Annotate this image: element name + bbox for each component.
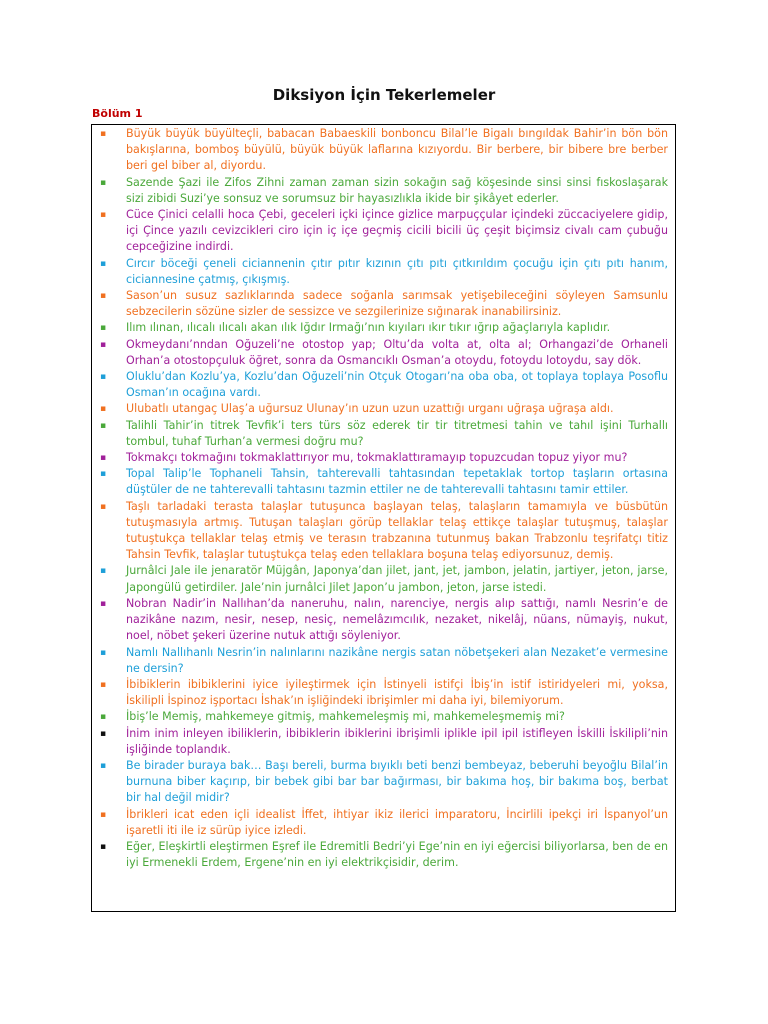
bullet-icon: ▪	[100, 404, 107, 415]
tongue-twister-text: Tokmakçı tokmağını tokmaklattırıyor mu, tokmaklattıramayıp topuzcudan topuz yiyor mu?	[126, 451, 628, 465]
tongue-twister-text: İnim inim inleyen ibiliklerin, ibibiklerin ibiklerini ibrişimli iplikle ipil ipil istifleyen İskilli İskilipli’nin işliğinde toplandık.	[126, 726, 668, 756]
bullet-icon: ▪	[100, 598, 107, 609]
list-item	[98, 337, 668, 369]
bullet-icon: ▪	[100, 453, 107, 464]
tongue-twister-list	[92, 125, 675, 871]
list-item	[98, 466, 668, 498]
list-item	[98, 450, 668, 466]
list-item	[98, 677, 668, 709]
bullet-icon: ▪	[100, 420, 107, 431]
tongue-twister-text: İbiş’le Memiş, mahkemeye gitmiş, mahkemeleşmiş mi, mahkemeleşmemiş mi?	[126, 710, 565, 724]
bullet-icon: ▪	[100, 129, 107, 139]
tongue-twister-text: Cüce Çinici celalli hoca Çebi, geceleri içki içince gizlice marpuççular içindeki züccaciyelere gidip, içi Çince yazılı cevizcikleri ciro için iç içe geçmiş cicili bicili üç çeşit biçimsiz civalı cam çubuğu cepceğizine indirdi.	[126, 208, 668, 254]
tongue-twister-text: Eğer, Eleşkirtli eleştirmen Eşref ile Edremitli Bedri’yi Ege’nin en iyi eğercisi biliyorlarsa, ben de en iyi Ermenekli Erdem, Ergene’nin en iyi elektrikçisidir, derim.	[126, 839, 668, 870]
bullet-icon: ▪	[100, 679, 107, 690]
tongue-twister-text: Namlı Nallıhanlı Nesrin’in nalınlarını nazikâne nergis satan nöbetşekeri alan Nezaket’e vermesine ne dersin?	[126, 645, 668, 675]
bullet-icon: ▪	[100, 339, 107, 350]
tongue-twister-text: Ilım ılınan, ılıcalı ılıcalı akan ılık Iğdır Irmağı’nın kıyıları ıkır tıkır ığrıp ağaçlarıyla kaplıdır.	[126, 321, 611, 335]
bullet-icon: ▪	[100, 566, 107, 577]
page-title: Diksiyon İçin Tekerlemeler	[272, 86, 496, 104]
list-item	[98, 563, 668, 595]
section-heading: Bölüm 1	[92, 107, 143, 120]
bullet-icon: ▪	[100, 210, 107, 221]
tongue-twister-text: Sazende Şazi ile Zifos Zihni zaman zaman sizin sokağın sağ köşesinde sinsi sinsi fıskoslaşarak sizi zibidi Suzi’ye sonsuz ve sorumsuz bir hayasızlıkla ikide bir şikâyet ederler.	[126, 175, 668, 205]
tongue-twister-text: Be birader buraya bak… Başı bereli, burma bıyıklı beti benzi bembeyaz, beberuhi beyoğlu Bilal’in burnuna biber kaçırıp, bir bebek gibi bar bar bağırması, bir bakıma hoş, bir bakıma boş, berbat bir hal değil midir?	[126, 758, 668, 805]
list-item	[98, 499, 668, 564]
list-item	[98, 288, 668, 320]
tongue-twister-text: Nobran Nadir’in Nallıhan’da naneruhu, nalın, narenciye, nergis alıp sattığı, namlı Nesrin’e de nazikâne nazım, nesir, nesep, nesiç, nemelâzımcılık, nezaket, nikelâj, nüans, nümayiş, nukut, noel, nöbet şekeri üzerine nutuk attığı söyleniyor.	[126, 596, 668, 643]
bullet-icon: ▪	[100, 323, 107, 334]
list-item	[98, 645, 668, 677]
bullet-icon: ▪	[100, 469, 107, 480]
tongue-twister-box	[91, 124, 676, 912]
tongue-twister-text: Cırcır böceği çeneli ciciannenin çıtır pıtır kızının çıtı pıtı çıtkırıldım çocuğu için çıtı pıtı hanım, ciciannesine çatmış, çıkışmış.	[126, 256, 668, 286]
bullet-icon: ▪	[100, 291, 107, 302]
tongue-twister-text: Ulubatlı utangaç Ulaş’a uğursuz Ulunay’ın uzun uzun uzattığı urganı uğraşa uğraşa aldı.	[126, 402, 614, 416]
tongue-twister-text: Oluklu’dan Kozlu’ya, Kozlu’dan Oğuzeli’nin Otçuk Otogarı’na oba oba, ot toplaya toplaya Posoflu Osman’ın ocağına vardı.	[126, 370, 668, 400]
list-item	[98, 175, 668, 207]
bullet-icon: ▪	[100, 841, 107, 852]
list-item	[98, 726, 668, 758]
bullet-icon: ▪	[100, 177, 107, 188]
tongue-twister-text: İbibiklerin ibibiklerini iyice iyileştirmek için İstinyeli istifçi İbiş’in istif istiridyeleri mi, yoksa, İskilipli İspinoz işportacı İshak’ın işliğindeki ibrişimler mi daha iyi, bilemiyorum.	[126, 677, 668, 708]
list-item	[98, 401, 668, 417]
tongue-twister-text: Jurnâlci Jale ile jenaratör Müjgân, Japonya’dan jilet, jant, jet, jambon, jelatin, jartiyer, jeton, jarse, Japongülü getirdiler. Jale’nin jurnâlci Jilet Japon’u jambon, jeton, jarse istedi.	[126, 564, 668, 594]
bullet-icon: ▪	[100, 712, 107, 723]
list-item	[98, 320, 668, 336]
list-item	[98, 256, 668, 288]
list-item	[98, 207, 668, 256]
bullet-icon: ▪	[100, 760, 107, 771]
bullet-icon: ▪	[100, 809, 107, 820]
list-item	[98, 758, 668, 807]
bullet-icon: ▪	[100, 372, 107, 383]
tongue-twister-text: Talihli Tahir’in titrek Tevfik’i ters türs söz ederek tir tir titretmesi tahin ve tahıl işini Turhallı tombul, tuhaf Turhan’a vermesi doğru mu?	[126, 418, 668, 448]
list-item	[98, 418, 668, 450]
bullet-icon: ▪	[100, 728, 107, 739]
list-item	[98, 807, 668, 839]
tongue-twister-text: Büyük büyük büyülteçli, babacan Babaeskili bonboncu Bilal’le Bigalı bıngıldak Bahir’in bön bön bakışlarına, bomboş büyülü, büyük büyük laflarına kızıyordu. Bir berbere, bir bibere bre berber beri gel biber al, diyordu.	[126, 127, 668, 173]
list-item	[98, 126, 668, 175]
tongue-twister-text: Taşlı tarladaki terasta talaşlar tutuşunca başlayan telaş, talaşların tamamıyla ve büsbütün tutuşmasıyla artmış. Tutuşan talaşları görüp tellaklar telaş ettikçe talaşlar tutuşmuş, talaşlar tutuştukça tellaklar telaş etmiş ve terasın trabzanına tutunmuş bakan Trabzonlu teşrifatçı titiz Tahsin Tevfik, talaşlar tutuştukça telaş eden tellaklara boşuna telaş ediyorsunuz, demiş.	[126, 499, 668, 562]
tongue-twister-text: Sason’un susuz sazlıklarında sadece soğanla sarımsak yetişebileceğini söyleyen Samsunlu sebzecilerin sözüne sizler de sessizce ve sezgilerinize sığınarak inanabilirsiniz.	[126, 289, 668, 319]
list-item	[98, 369, 668, 401]
bullet-icon: ▪	[100, 647, 107, 658]
list-item	[98, 839, 668, 871]
tongue-twister-text: Okmeydanı’nndan Oğuzeli’ne otostop yap; Oltu’da volta at, olta al; Orhangazi’de Orhaneli Orhan’a otostopçuluk öğret, sonra da Osmancıklı Osman’a otoydu, fotoydu lotoydu, say dök.	[126, 337, 668, 367]
list-item	[98, 709, 668, 725]
bullet-icon: ▪	[100, 258, 107, 269]
tongue-twister-text: İbrikleri icat eden içli idealist İffet, ihtiyar ikiz ilerici imparatoru, İncirlili ipekçi iri İspanyol’un işaretli iti ile iz sürüp iyice izledi.	[126, 807, 668, 837]
tongue-twister-text: Topal Talip’le Tophaneli Tahsin, tahterevalli tahtasından tepetaklak tortop taşların ortasına düştüler de ne tahterevalli tahtasını tazmin ettiler ne de tahterevalli tahtasını tamir ettiler.	[126, 467, 668, 497]
list-item	[98, 596, 668, 645]
bullet-icon: ▪	[100, 501, 107, 512]
